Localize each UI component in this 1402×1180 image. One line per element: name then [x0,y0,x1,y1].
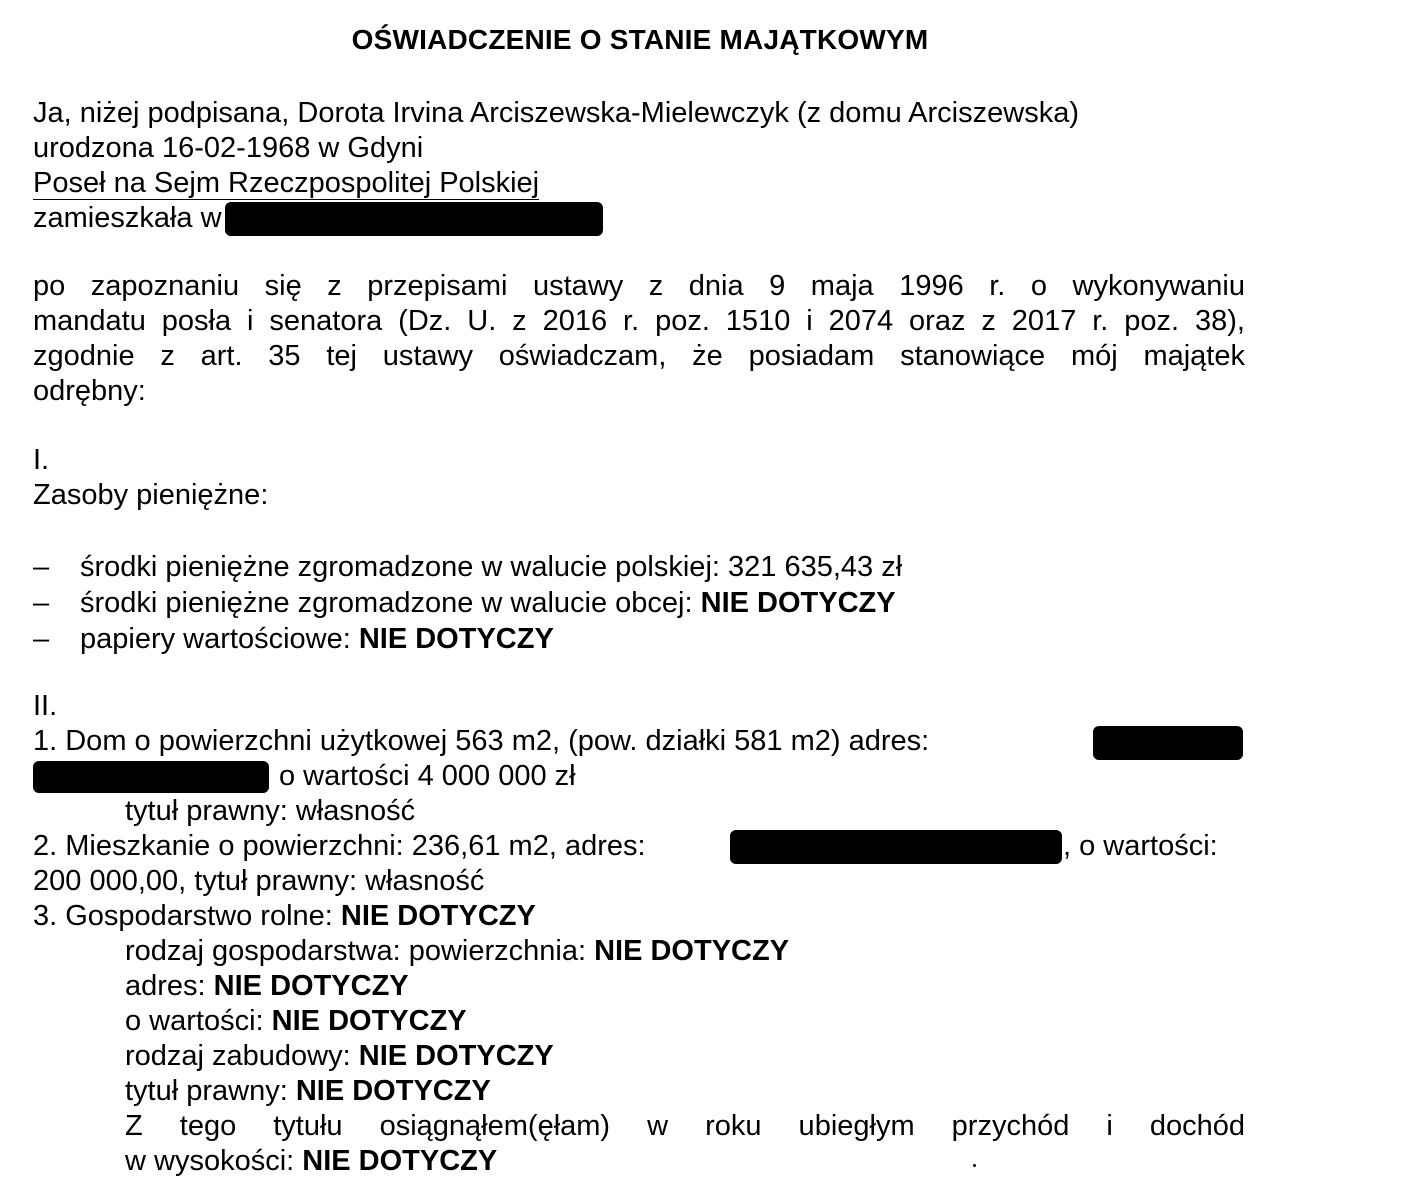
statement-line-4: odrębny: [33,375,146,407]
farm-detail-label: tytuł prawny: [125,1075,296,1107]
statement-line-3: zgodnie z art. 35 tej ustawy oświadczam, że posiadam stanowiące mój majątek [33,340,1245,372]
list-item [33,586,1245,622]
farm-detail-label: rodzaj zabudowy: [125,1040,359,1072]
house-line-1 [33,724,1245,759]
farm-detail-label: rodzaj gospodarstwa: powierzchnia: [125,935,595,967]
list-item-label: środki pieniężne zgromadzone w walucie polskiej: 321 635,43 zł [80,551,903,583]
farm-detail-label: o wartości: [125,1005,272,1037]
declarant-name-line: Ja, niżej podpisana, Dorota Irvina Arciszewska-Mielewczyk (z domu Arciszewska) [33,97,1079,129]
section-2-number: II. [33,690,58,722]
list-dash: – [33,623,50,655]
apartment-value-label: , o wartości: [1063,830,1218,862]
apartment-line-1 [33,829,1245,864]
farm-detail-row [33,1074,1245,1109]
statement-line-2: mandatu posła i senatora (Dz. U. z 2016 r. poz. 1510 i 2074 oraz z 2017 r. poz. 38), [33,305,1245,337]
farm-detail-row [33,969,1245,1004]
redacted-apartment-address [730,830,1062,864]
farm-income-value: NIE DOTYCZY [302,1145,498,1177]
farm-line [33,899,1245,934]
farm-income-line-2 [125,1144,1245,1179]
farm-income-label: w wysokości: [125,1145,303,1177]
list-item-value: NIE DOTYCZY [700,587,896,619]
section-1 [33,443,1245,513]
house-value: o wartości 4 000 000 zł [279,760,576,792]
farm-detail-row [33,1004,1245,1039]
house-description: 1. Dom o powierzchni użytkowej 563 m2, (pow. działki 581 m2) adres: [33,725,930,757]
list-item-value: NIE DOTYCZY [358,623,554,655]
farm-label: 3. Gospodarstwo rolne: [33,900,341,932]
farm-detail-value: NIE DOTYCZY [594,935,790,967]
farm-detail-value: NIE DOTYCZY [295,1075,491,1107]
section-1-list [33,550,1245,658]
farm-detail-value: NIE DOTYCZY [213,970,409,1002]
section-1-heading: Zasoby pieniężne: [33,479,269,511]
redacted-address [225,202,603,236]
declarant-position-line [33,166,1245,201]
scan-speck [973,1164,976,1167]
list-item-label: środki pieniężne zgromadzone w walucie obcej: [80,587,701,619]
farm-income [33,1109,1245,1179]
declarant-info [33,96,1245,236]
list-dash: – [33,551,50,583]
farm-detail-row [33,1039,1245,1074]
statement-line-1: po zapoznaniu się z przepisami ustawy z dnia 9 maja 1996 r. o wykonywaniu [33,270,1245,302]
declarant-address-line [33,201,1245,236]
apartment-line-2: 200 000,00, tytuł prawny: własność [33,865,485,897]
declarant-position-text: Poseł na Sejm Rzeczpospolitej Polskiej [33,167,540,199]
farm-detail-row [33,934,1245,969]
redacted-house-address [1093,726,1243,760]
declarant-birth-line: urodzona 16-02-1968 w Gdyni [33,132,424,164]
section-2 [33,689,1245,1179]
farm-detail-label: adres: [125,970,214,1002]
section-1-number: I. [33,444,50,476]
farm-income-line-1: Z tego tytułu osiągnąłem(ęłam) w roku ubiegłym przychód i dochód [125,1110,1245,1142]
statement-paragraph [33,269,1245,409]
farm-detail-value: NIE DOTYCZY [271,1005,467,1037]
apartment-description: 2. Mieszkanie o powierzchni: 236,61 m2, adres: [33,830,646,862]
list-item [33,622,1245,658]
document-title: OŚWIADCZENIE O STANIE MAJĄTKOWYM [351,24,929,55]
redacted-house-address-continued [33,761,269,793]
list-item [33,550,1245,586]
house-title-line: tytuł prawny: własność [125,795,416,827]
house-line-2 [33,759,1245,794]
farm-value: NIE DOTYCZY [340,900,536,932]
list-item-label: papiery wartościowe: [80,623,359,655]
address-label: zamieszkała w [33,202,222,234]
list-dash: – [33,587,50,619]
farm-detail-value: NIE DOTYCZY [358,1040,554,1072]
